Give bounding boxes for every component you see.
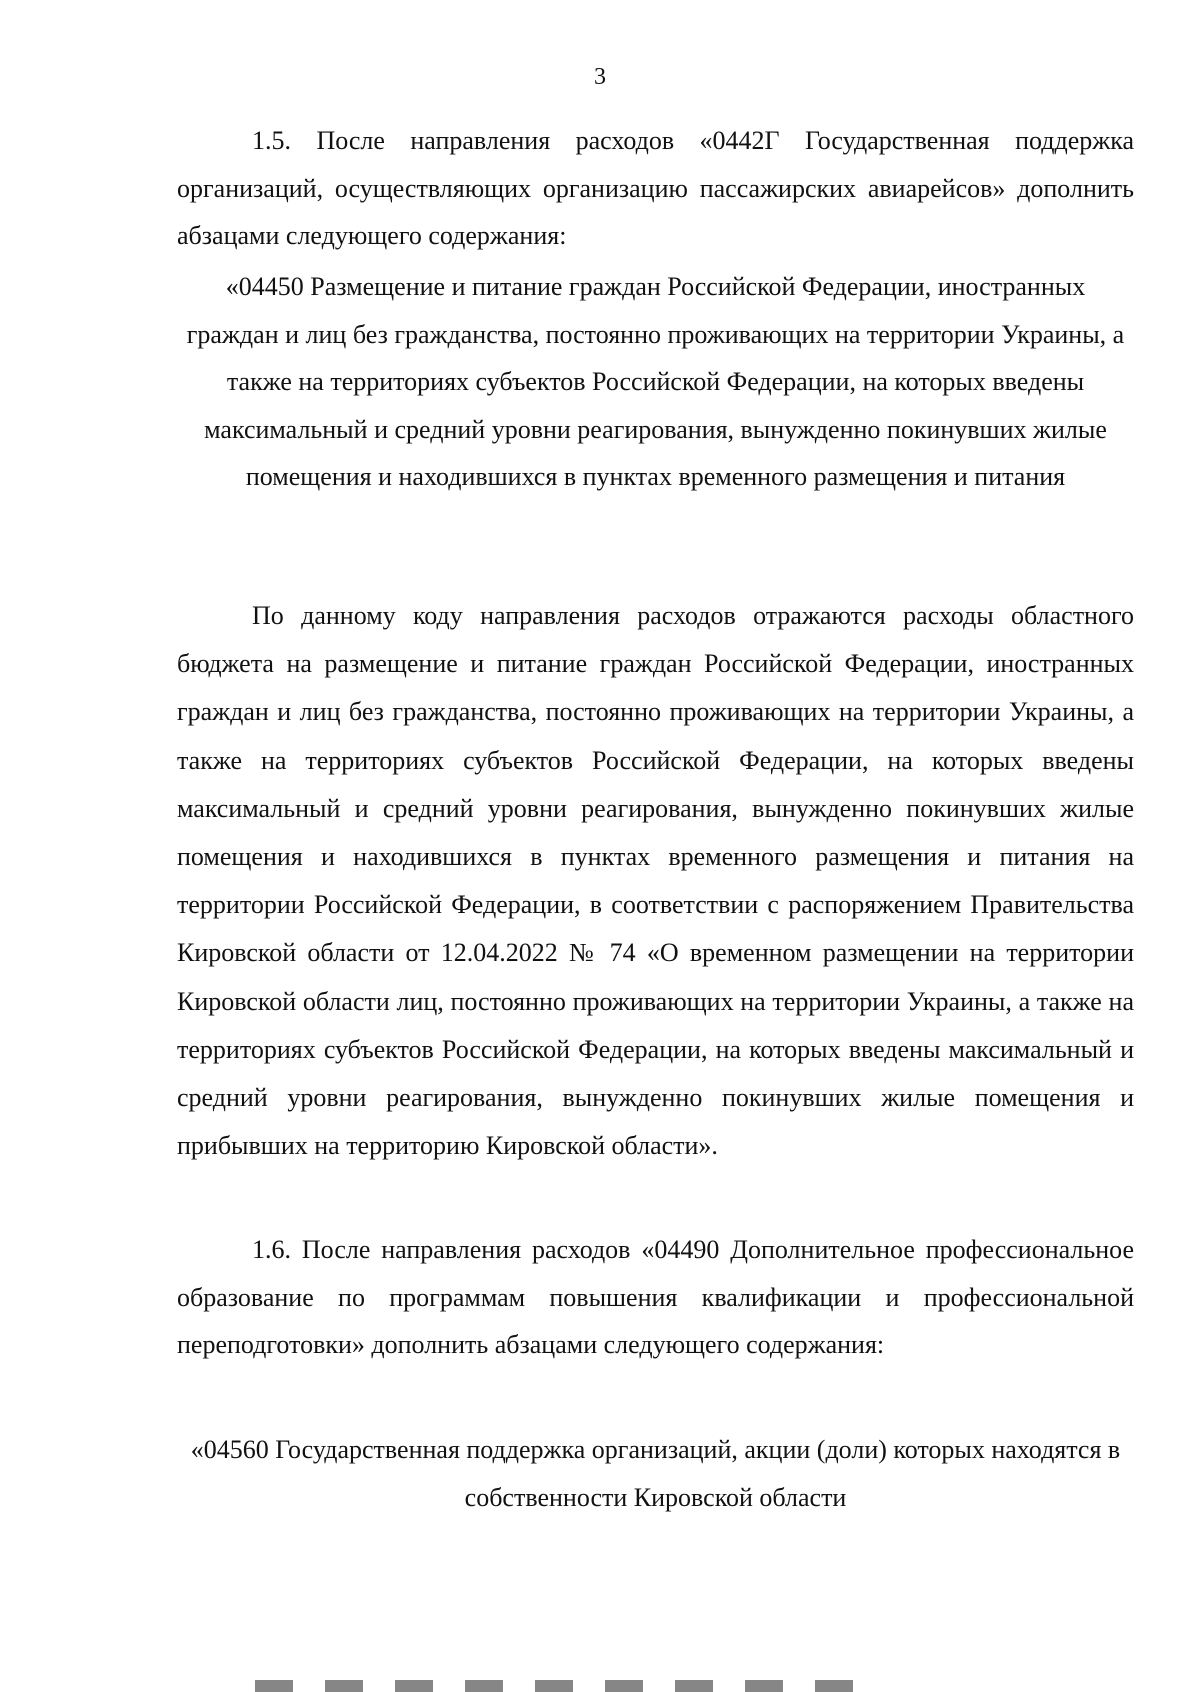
section-1-5-paragraph: 1.5. После направления расходов «0442Г Государственная поддержка организаций, осуществляющих организацию пассажирских авиарейсов» дополнить абзацами следующего содержания:	[177, 126, 1134, 250]
section-1-6-paragraph: 1.6. После направления расходов «04490 Дополнительное профессиональное образование по программам повышения квалификации и профессиональной переподготовки» дополнить абзацами следующего содержания:	[177, 1235, 1134, 1359]
code-04560-heading: «04560 Государственная поддержка организаций, акции (доли) которых находятся в собственности Кировской области	[190, 1435, 1121, 1512]
code-04450-heading: «04450 Размещение и питание граждан Российской Федерации, иностранных граждан и лиц без гражданства, постоянно проживающих на территории Украины, а также на территориях субъектов Российской Федерации, на которых введены максимальный и средний уровни реагирования, вынужденно покинувших жилые помещения и находившихся в пунктах временного размещения и питания	[186, 272, 1125, 491]
code-04450-description-paragraph: По данному коду направления расходов отражаются расходы областного бюджета на размещение и питание граждан Российской Федерации, иностранных граждан и лиц без гражданства, постоянно проживающих на территории Украины, а также на территориях субъектов Российской Федерации, на которых введены максимальный и средний уровни реагирования, вынужденно покинувших жилые помещения и находившихся в пунктах временного размещения и питания на территории Российской Федерации, в соответствии с распоряжением Правительства Кировской области от 12.04.2022 № 74 «О временном размещении на территории Кировской области лиц, постоянно проживающих на территории Украины, а также на территориях субъектов Российской Федерации, на которых введены максимальный и средний уровни реагирования, вынужденно покинувших жилые помещения и прибывших на территорию Кировской области».	[177, 601, 1134, 1161]
cut-off-next-line-fragment	[255, 1680, 875, 1692]
page-number: 3	[594, 64, 606, 90]
